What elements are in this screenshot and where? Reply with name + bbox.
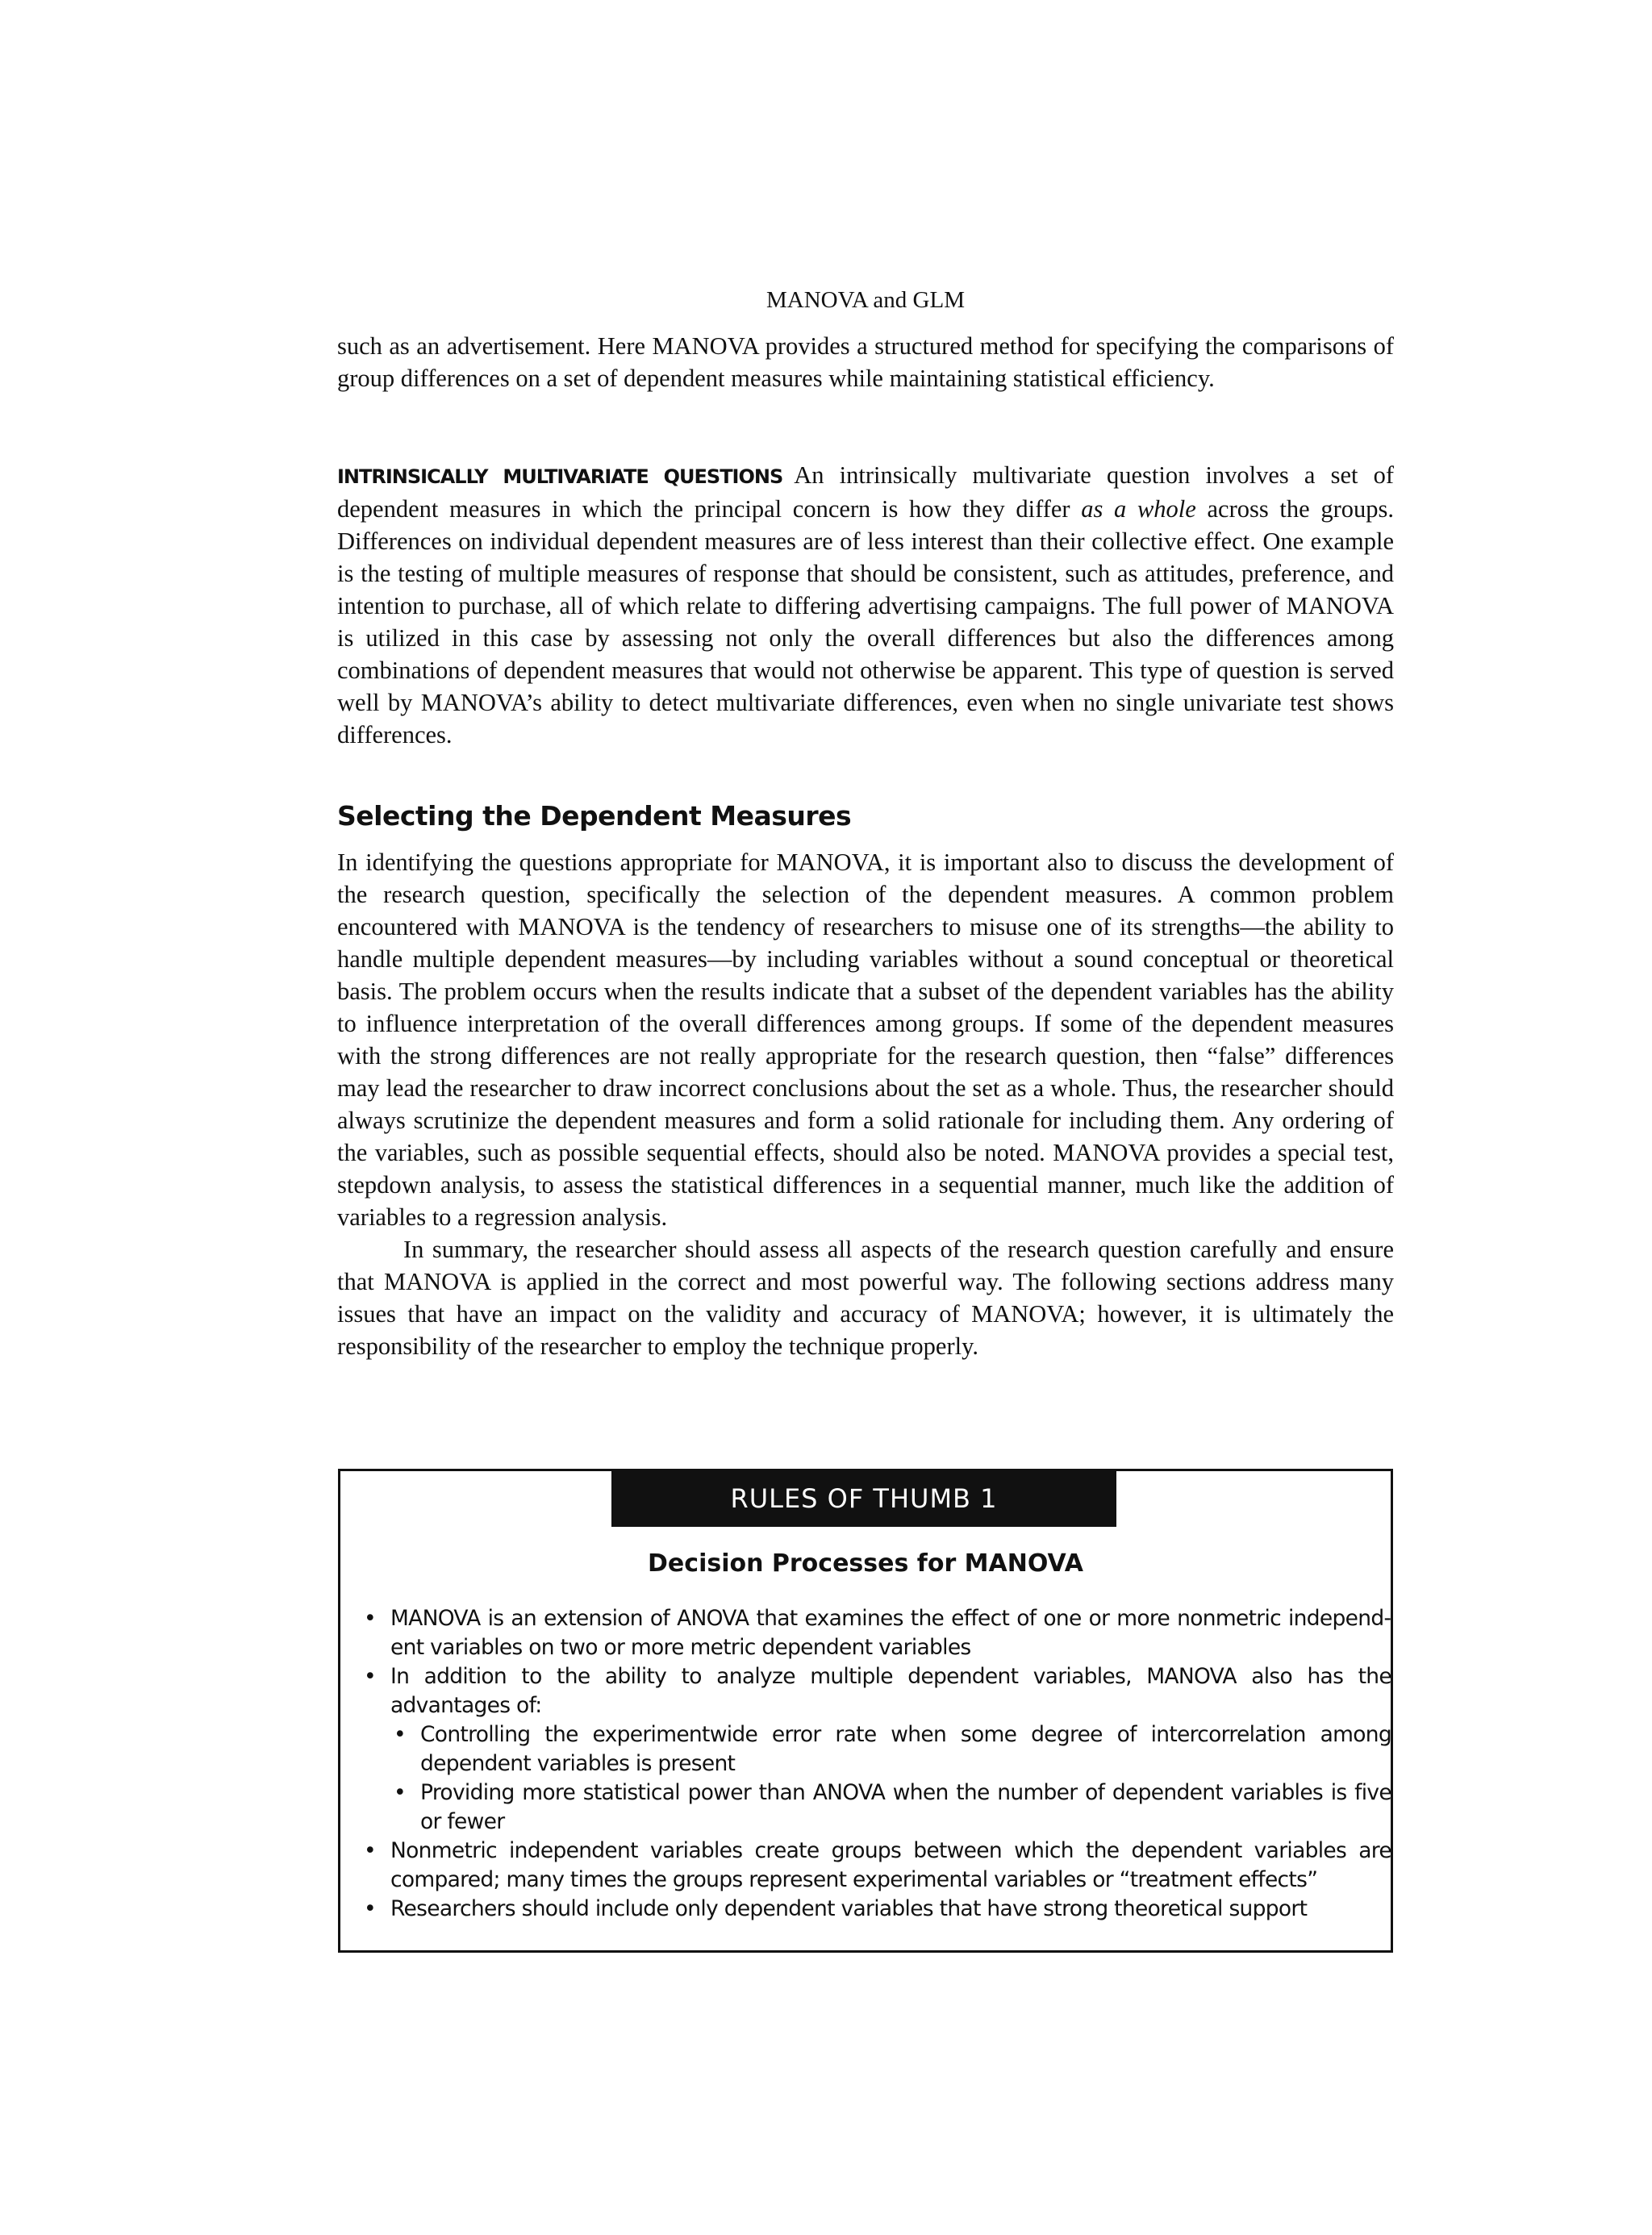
selecting-paragraph-2: In summary, the researcher should assess all aspects of the research question carefully and ensure that MANOVA is applied in the correct and most powerful way. The following sections address many issues that have an impact on the validity and accuracy of MANOVA; however, it is ultimately the responsibility of the researcher to employ the technique properly.: [337, 1236, 1394, 1360]
bullet-icon: •: [364, 1838, 376, 1863]
intrinsic-questions-block: [337, 459, 1394, 751]
rules-sub-list-item: [390, 1720, 1391, 1778]
intrinsic-italic-phrase: as a whole: [1081, 495, 1196, 523]
bullet-icon: •: [364, 1896, 376, 1921]
rules-of-thumb-title: Decision Processes for MANOVA: [648, 1549, 1083, 1578]
section-heading-selecting: Selecting the Dependent Measures: [337, 800, 852, 832]
running-head: MANOVA and GLM: [766, 287, 965, 313]
rules-item-text: Researchers should include only dependent variables that have strong theoretical support: [390, 1896, 1308, 1921]
selecting-measures-block: [337, 846, 1394, 1362]
bullet-icon: •: [394, 1722, 406, 1747]
bullet-icon: •: [364, 1606, 376, 1631]
intrinsic-questions-paragraph: [337, 459, 1394, 751]
selecting-paragraph-1: In identifying the questions appropriate for MANOVA, it is important also to discuss the development of the research question, specifically the selection of the dependent measures. A common problem encountered with MANOVA is the tendency of researchers to misuse one of its strengths—the ability to handle multiple dependent measures—by including variables without a sound conceptual or theoretical basis. The problem occurs when the results indicate that a subset of the dependent variables has the ability to influence interpretation of the overall differences among groups. If some of the dependent measures with the strong differences are not really appropriate for the research question, then “false” differences may lead the researcher to draw incorrect conclusions about the set as a whole. Thus, the researcher should always scrutinize the dependent measures and form a solid rationale for including them. Any ordering of the variables, such as possible sequential effects, should also be noted. MANOVA provides a special test, stepdown analysis, to assess the statistical differences in a sequential manner, much like the addition of variables to a regression analysis.: [337, 849, 1394, 1231]
intrinsic-questions-heading: INTRINSICALLY MULTIVARIATE QUESTIONS: [337, 465, 783, 488]
rules-sub-list-item: [390, 1778, 1391, 1837]
rules-sub-list: [390, 1720, 1391, 1837]
rules-sub-item-text: Controlling the experimentwide error rate when some degree of intercorrelation among dependent variables is present: [420, 1722, 1391, 1776]
rules-sub-item-text: Providing more statistical power than ANOVA when the number of dependent variables is five or fewer: [420, 1780, 1391, 1834]
rules-of-thumb-box: [338, 1469, 1393, 1953]
rules-item-text: MANOVA is an extension of ANOVA that examines the effect of one or more nonmetric independent variables on two or more metric dependent variables: [390, 1606, 1391, 1660]
intro-paragraph: such as an advertisement. Here MANOVA provides a structured method for specifying the comparisons of group differences on a set of dependent measures while maintaining statistical efficiency.: [337, 332, 1394, 392]
rules-list-item: [361, 1662, 1391, 1837]
rules-of-thumb-banner: RULES OF THUMB 1: [611, 1471, 1116, 1527]
bullet-icon: •: [394, 1780, 406, 1805]
rules-item-text: In addition to the ability to analyze multiple dependent variables, MANOVA also has the advantages of:: [390, 1664, 1391, 1718]
rules-list-item: [361, 1895, 1391, 1924]
bullet-icon: •: [364, 1664, 376, 1689]
rules-list-item: [361, 1837, 1391, 1895]
intro-paragraph-block: [337, 330, 1394, 394]
intrinsic-text-end: across the groups. Differences on individual dependent measures are of less interest than their collective effect. One example is the testing of multiple measures of response that should be consistent, such as attitudes, preference, and intention to purchase, all of which relate to differing advertising campaigns. The full power of MANOVA is utilized in this case by assessing not only the overall differences but also the differences among combinations of dependent measures that would not otherwise be apparent. This type of question is served well by MANOVA’s ability to detect multivariate differences, even when no single univariate test shows differences.: [337, 495, 1394, 748]
rules-item-text: Nonmetric independent variables create groups between which the dependent variables are compared; many times the groups represent experimental variables or “treatment effects”: [390, 1838, 1391, 1892]
rules-list: [361, 1604, 1391, 1924]
intrinsic-text-start: An intrinsically multivariate question involves a set of dependent measures in which the principal concern is how they differ: [337, 461, 1394, 523]
rules-list-item: [361, 1604, 1391, 1662]
